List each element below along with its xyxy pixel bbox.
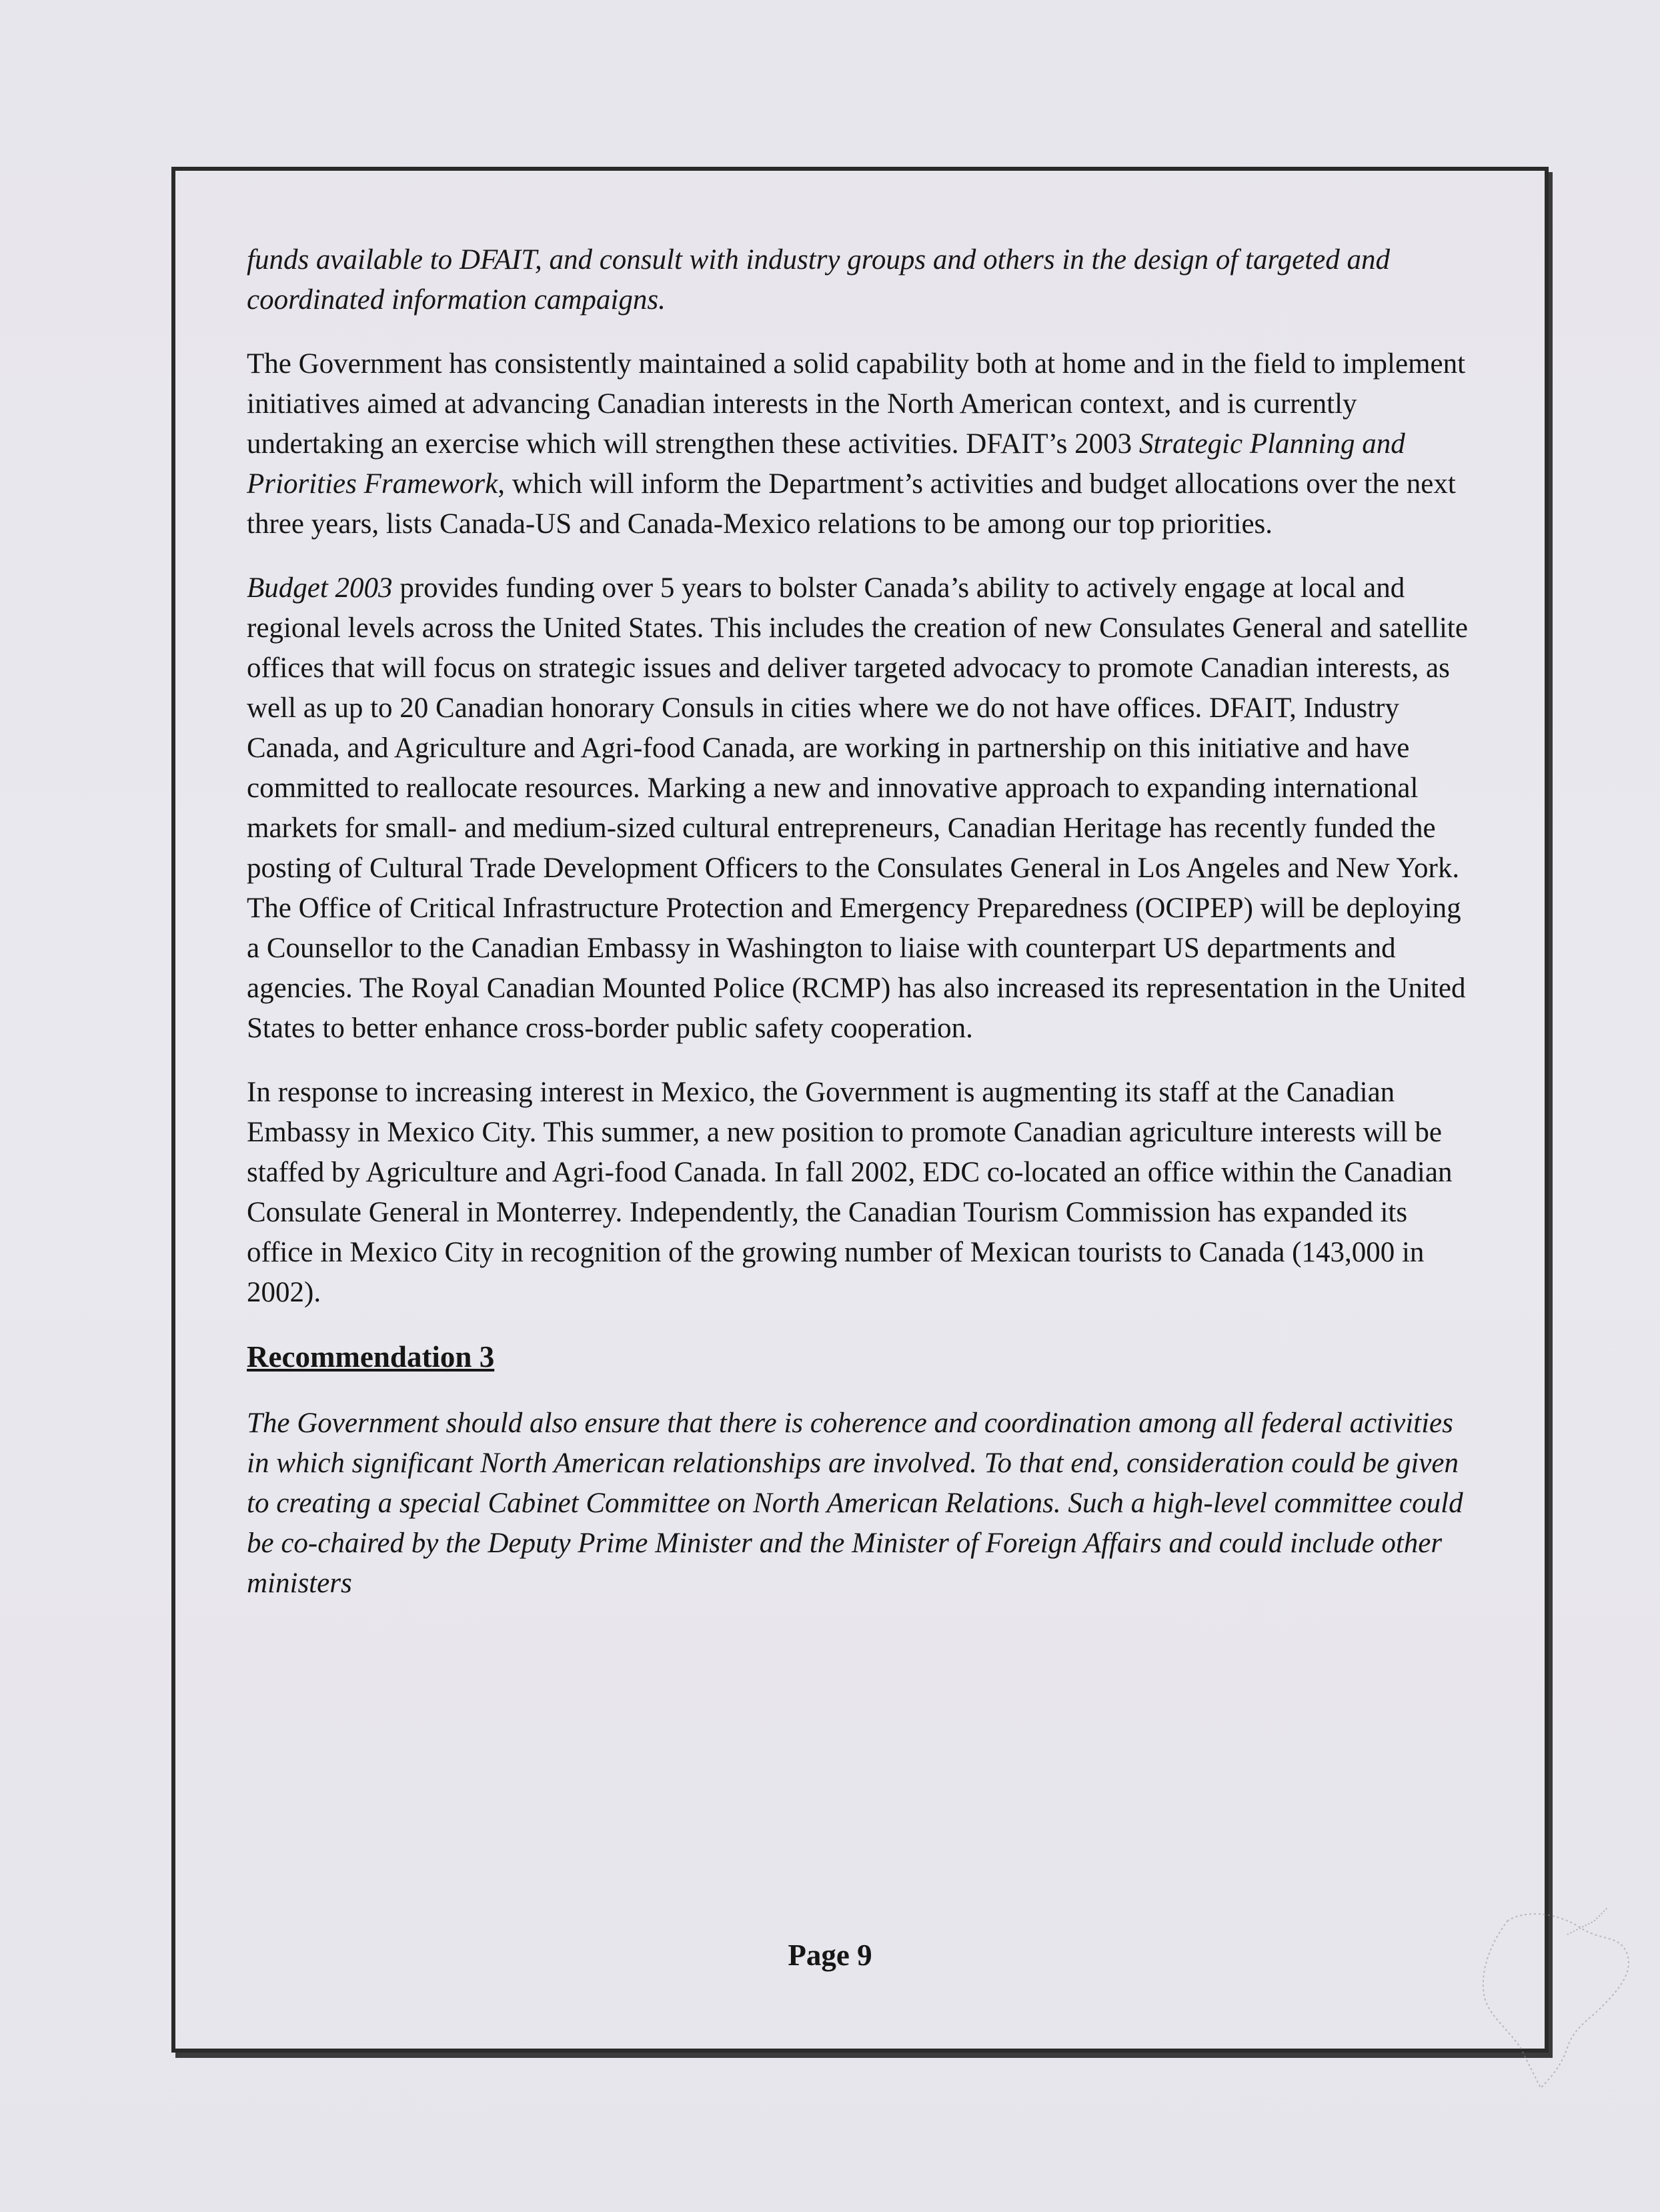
paragraph-government-capability — [247, 344, 1471, 544]
paragraph-mexico-interest: In response to increasing interest in Mexico, the Government is augmenting its staff at the Canadian Embassy in Mexico City. This summer, a new position to promote Canadian agriculture interests will be staffed by Agriculture and Agri-food Canada. In fall 2002, EDC co-located an office within the Canadian Consulate General in Monterrey. Independently, the Canadian Tourism Commission has expanded its office in Mexico City in recognition of the growing number of Mexican tourists to Canada (143,000 in 2002). — [247, 1077, 1453, 1308]
recommendation-text: The Government should also ensure that there is coherence and coordination among all federal activities in which significant North American relationships are involved. To that end, consideration could be given to creating a special Cabinet Committee on North American Relations. Such a high-level committee could be co-chaired by the Deputy Prime Minister and the Minister of Foreign Affairs and could include other ministers — [247, 1408, 1463, 1599]
section-heading: Recommendation 3 — [247, 1340, 495, 1373]
paragraph-budget-2003 — [247, 568, 1471, 1049]
budget-reference: Budget 2003 — [247, 572, 393, 604]
paragraph-continued-recommendation: funds available to DFAIT, and consult with industry groups and others in the design of targeted and coordinated information campaigns. — [247, 244, 1390, 316]
document-title-reference: Strategic Planning and Priorities Framework — [247, 428, 1405, 500]
text-run: , which will inform the Department’s activities and budget allocations over the next three years, lists Canada-US and Canada-Mexico relations to be among our top priorities. — [247, 468, 1456, 540]
north-america-map-icon — [1467, 1894, 1641, 2095]
text-run: provides funding over 5 years to bolster Canada’s ability to actively engage at local and regional levels across the United States. This includes the creation of new Consulates General and satellite offices that will focus on strategic issues and deliver targeted advocacy to promote Canadian interests, as well as up to 20 Canadian honorary Consuls in cities where we do not have offices. DFAIT, Industry Canada, and Agriculture and Agri-food Canada, are working in partnership on this initiative and have committed to reallocate resources. Marking a new and innovative approach to expanding international markets for small- and medium-sized cultural entrepreneurs, Canadian Heritage has recently funded the posting of Cultural Trade Development Officers to the Consulates General in Los Angeles and New York. The Office of Critical Infrastructure Protection and Emergency Preparedness (OCIPEP) will be deploying a Counsellor to the Canadian Embassy in Washington to liaise with counterpart US departments and agencies. The Royal Canadian Mounted Police (RCMP) has also increased its representation in the United States to better enhance cross-border public safety cooperation. — [247, 572, 1468, 1044]
text-run: The Government has consistently maintained a solid capability both at home and in the field to implement initiatives aimed at advancing Canadian interests in the North American context, and is currently undertaking an exercise which will strengthen these activities. DFAIT’s 2003 — [247, 348, 1466, 460]
document-body — [247, 240, 1471, 1628]
page-number: Page 9 — [788, 1939, 872, 1972]
